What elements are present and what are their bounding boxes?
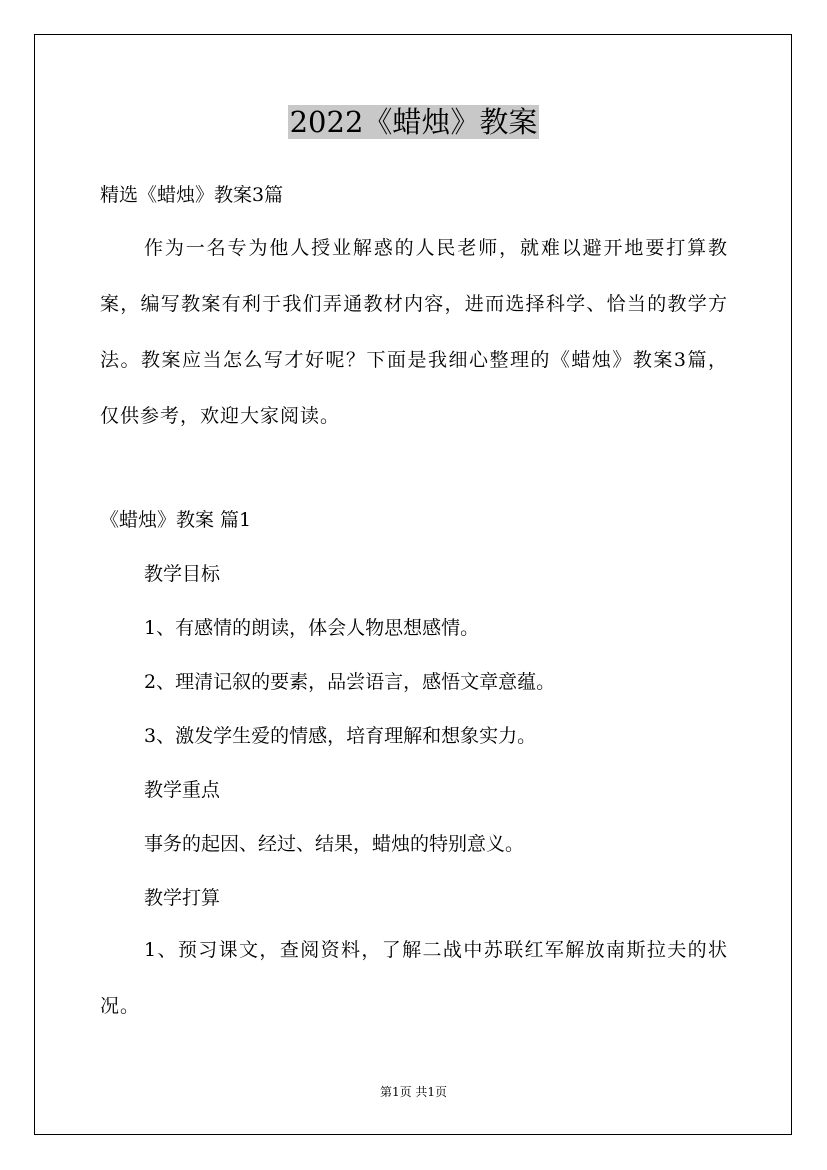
prep-item-1: 1、预习课文，查阅资料，了解二战中苏联红军解放南斯拉夫的状况。 — [100, 939, 728, 1017]
goal-item-2: 2、理清记叙的要素，品尝语言，感悟文章意蕴。 — [144, 671, 556, 693]
subtitle: 精选《蜡烛》教案3篇 — [100, 184, 284, 206]
goal-item-1: 1、有感情的朗读，体会人物思想感情。 — [144, 617, 480, 639]
document-title-text: 2022《蜡烛》教案 — [289, 105, 538, 139]
section-heading: 《蜡烛》教案 篇1 — [100, 509, 252, 531]
intro-paragraph: 作为一名专为他人授业解惑的人民老师，就难以避开地要打算教案，编写教案有利于我们弄通教材内容，进而选择科学、恰当的教学方法。教案应当怎么写才好呢？下面是我细心整理的《蜡烛》教案3篇，仅供参考，欢迎大家阅读。 — [100, 237, 728, 427]
goal-item-3: 3、激发学生爱的情感，培育理解和想象实力。 — [144, 725, 537, 747]
page-footer: 第1页 共1页 — [379, 1085, 448, 1099]
focus-text: 事务的起因、经过、结果，蜡烛的特别意义。 — [144, 833, 525, 855]
goals-heading: 教学目标 — [144, 563, 221, 585]
document-title — [0, 100, 827, 144]
focus-heading: 教学重点 — [144, 779, 221, 801]
prep-heading: 教学打算 — [144, 887, 221, 909]
